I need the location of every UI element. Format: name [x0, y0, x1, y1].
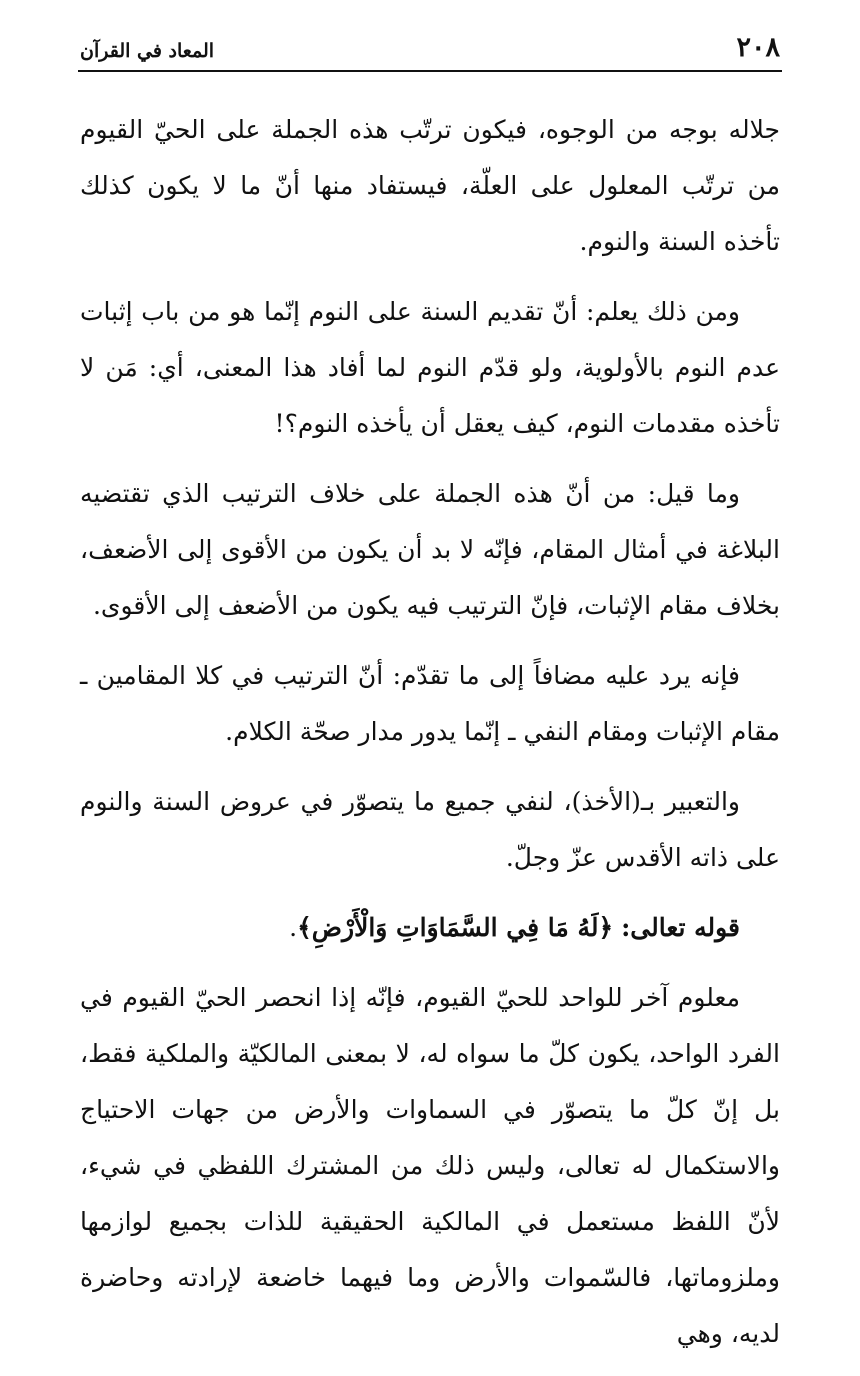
page-header	[78, 30, 782, 72]
paragraph-2: ومن ذلك يعلم: أنّ تقديم السنة على النوم إنّما هو من باب إثبات عدم النوم بالأولوية، ولو قدّم النوم لما أفاد هذا المعنى، أي: مَن لا تأخذه مقدمات النوم، كيف يعقل أن يأخذه النوم؟!	[80, 297, 780, 438]
verse-text: لَهُ مَا فِي السَّمَاوَاتِ وَالْأَرْضِ	[311, 913, 599, 942]
quran-verse-line	[80, 900, 780, 956]
paragraph-1: جلاله بوجه من الوجوه، فيكون ترتّب هذه الجملة على الحيّ القيوم من ترتّب المعلول على العلّة، فيستفاد منها أنّ ما لا يكون كذلك تأخذه السنة والنوم.	[80, 115, 780, 256]
verse-close-bracket: ﴾	[297, 913, 312, 942]
page-body	[80, 102, 780, 1376]
running-title: المعاد في القرآن	[80, 40, 215, 62]
paragraph-3: وما قيل: من أنّ هذه الجملة على خلاف الترتيب الذي تقتضيه البلاغة في أمثال المقام، فإنّه لا بد أن يكون من الأقوى إلى الأضعف، بخلاف مقام الإثبات، فإنّ الترتيب فيه يكون من الأضعف إلى الأقوى.	[80, 479, 780, 620]
paragraph-5: والتعبير بـ(الأخذ)، لنفي جميع ما يتصوّر في عروض السنة والنوم على ذاته الأقدس عزّ وجلّ.	[80, 787, 780, 872]
page-number: ٢٠٨	[736, 32, 780, 63]
paragraph-6: معلوم آخر للواحد للحيّ القيوم، فإنّه إذا انحصر الحيّ القيوم في الفرد الواحد، يكون كلّ ما سواه له، لا بمعنى المالكيّة والملكية فقط، بل إنّ كلّ ما يتصوّر في السماوات والأرض من جهات الاحتياج والاستكمال له تعالى، وليس ذلك من المشترك اللفظي في شيء، لأنّ اللفظ مستعمل في المالكية الحقيقية للذات بجميع لوازمها وملزوماتها، فالسّموات والأرض وما فيهما خاضعة لإرادته وحاضرة لديه، وهي	[80, 983, 780, 1348]
verse-open-bracket: ﴿	[598, 913, 614, 942]
verse-label: قوله تعالى:	[621, 913, 740, 942]
paragraph-4: فإنه يرد عليه مضافاً إلى ما تقدّم: أنّ الترتيب في كلا المقامين ـ مقام الإثبات ومقام النفي ـ إنّما يدور مدار صحّة الكلام.	[80, 661, 780, 746]
verse-end-mark: .	[289, 913, 298, 942]
